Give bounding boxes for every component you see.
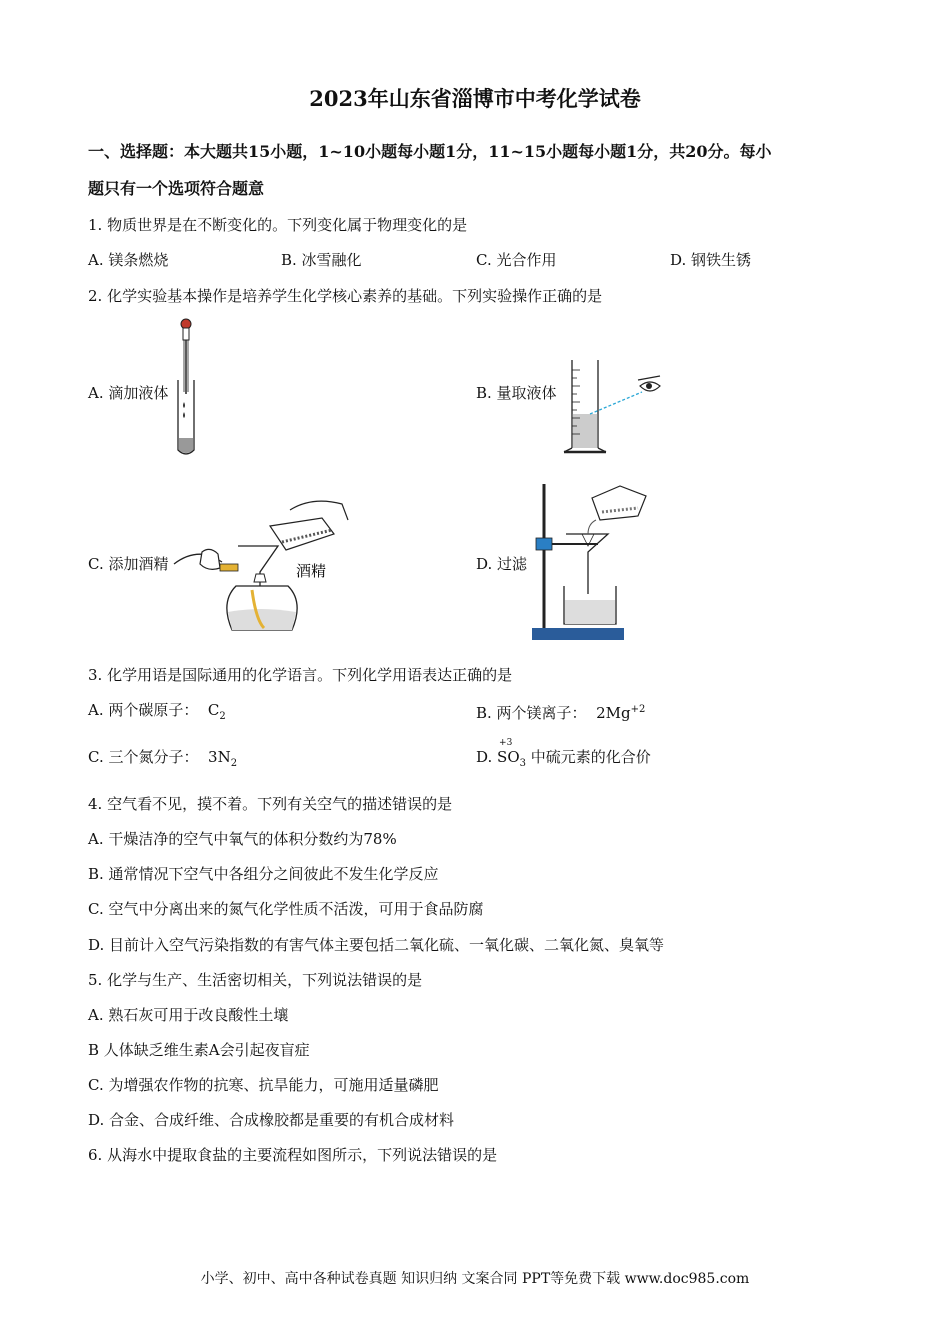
q2-option-b: B. 量取液体 xyxy=(476,384,557,402)
q3-option-a: A. 两个碳原子： $C_2$ xyxy=(88,701,226,722)
q6-stem: 6. 从海水中提取食盐的主要流程如图所示，下列说法错误的是 xyxy=(88,1146,498,1164)
alcohol-label: 酒精 xyxy=(296,562,327,580)
filtration-figure xyxy=(530,476,660,644)
q2-option-c: C. 添加酒精 xyxy=(88,555,169,573)
page-footer: 小学、初中、高中各种试卷真题 知识归纳 文案合同 PPT等免费下载 www.doc985.com xyxy=(200,1271,750,1287)
q1-option-c: C. 光合作用 xyxy=(476,251,557,269)
q3-option-b: B. 两个镁离子： $2Mg^{+2}$ xyxy=(476,704,646,722)
q5-option-a: A. 熟石灰可用于改良酸性土壤 xyxy=(88,1006,289,1024)
q4-option-d: D. 目前计入空气污染指数的有害气体主要包括二氧化硫、一氧化碳、二氧化氮、臭氧等 xyxy=(88,936,665,954)
valence-mark: +3 xyxy=(499,738,513,748)
q2-option-d: D. 过滤 xyxy=(476,555,528,573)
q1-stem: 1. 物质世界是在不断变化的。下列变化属于物理变化的是 xyxy=(88,216,468,234)
dropper-test-tube-figure xyxy=(170,316,204,460)
q2-option-a: A. 滴加液体 xyxy=(88,384,169,402)
q5-stem: 5. 化学与生产、生活密切相关，下列说法错误的是 xyxy=(88,971,423,989)
section-heading-line2: 题只有一个选项符合题意 xyxy=(88,179,265,198)
q4-option-a: A. 干燥洁净的空气中氧气的体积分数约为78% xyxy=(88,830,397,848)
q1-option-b: B. 冰雪融化 xyxy=(281,251,362,269)
q5-option-d: D. 合金、合成纤维、合成橡胶都是重要的有机合成材料 xyxy=(88,1111,455,1129)
q3-stem: 3. 化学用语是国际通用的化学语言。下列化学用语表达正确的是 xyxy=(88,666,513,684)
q4-stem: 4. 空气看不见，摸不着。下列有关空气的描述错误的是 xyxy=(88,795,453,813)
q3-option-c: C. 三个氮分子： $3N_2$ xyxy=(88,748,238,769)
alcohol-lamp-figure xyxy=(172,490,352,642)
q4-option-c: C. 空气中分离出来的氮气化学性质不活泼，可用于食品防腐 xyxy=(88,900,484,918)
q2-stem: 2. 化学实验基本操作是培养学生化学核心素养的基础。下列实验操作正确的是 xyxy=(88,287,603,305)
q1-option-a: A. 镁条燃烧 xyxy=(88,251,169,269)
q4-option-b: B. 通常情况下空气中各组分之间彼此不发生化学反应 xyxy=(88,865,439,883)
exam-title: 2023年山东省淄博市中考化学试卷 xyxy=(309,86,641,111)
section-heading-line1: 一、选择题：本大题共15小题，1~10小题每小题1分，11~15小题每小题1分，共20分。每小 xyxy=(88,142,772,161)
q3-option-d: D. +3 $SO_3$ 中硫元素的化合价 xyxy=(476,747,651,774)
graduated-cylinder-figure xyxy=(560,356,670,460)
q5-option-b: B 人体缺乏维生素A会引起夜盲症 xyxy=(88,1041,310,1059)
q1-option-d: D. 钢铁生锈 xyxy=(670,251,752,269)
q5-option-c: C. 为增强农作物的抗寒、抗旱能力，可施用适量磷肥 xyxy=(88,1076,439,1094)
